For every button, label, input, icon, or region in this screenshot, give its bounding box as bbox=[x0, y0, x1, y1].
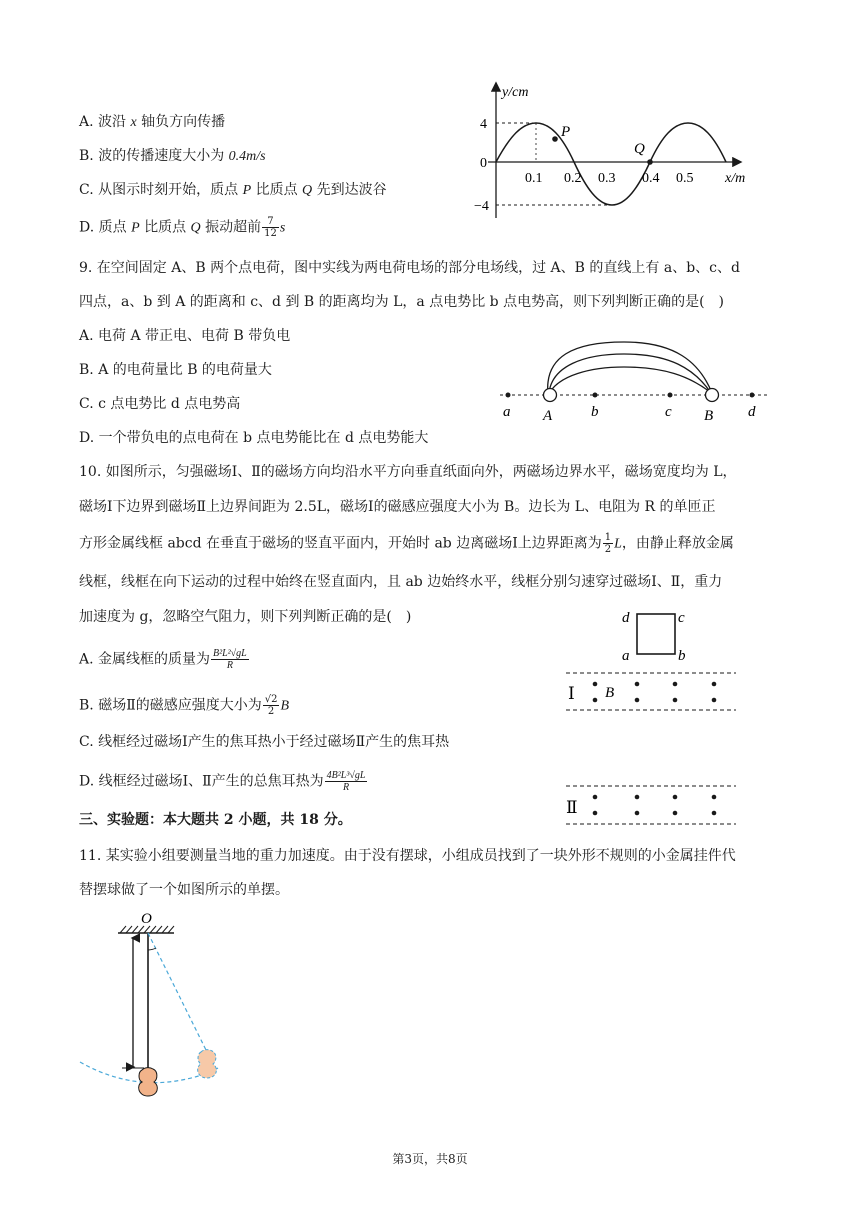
wire-frame bbox=[637, 614, 675, 654]
point-p-label: P bbox=[561, 124, 571, 140]
charge-b bbox=[706, 389, 719, 402]
wave-graph bbox=[470, 78, 770, 223]
x-tick: 0.5 bbox=[676, 171, 694, 186]
pivot-label: O bbox=[141, 911, 152, 927]
fraction: $\frac{√2}{2}$ bbox=[264, 694, 278, 717]
q9-stem-line-2: 四点，a、b 到 A 的距离和 c、d 到 B 的距离均为 L，a 点电势比 b 点电势高，则下列判断正确的是( ) bbox=[79, 294, 724, 310]
q10-stem-line-1: 10. 如图所示，匀强磁场Ⅰ、Ⅱ的磁场方向均沿水平方向垂直纸面向外，两磁场边界水平，磁场宽度均为 L， bbox=[79, 464, 737, 480]
fraction: $\frac{7}{12}$ bbox=[264, 216, 277, 239]
section-heading: 三、实验题：本大题共 2 小题，共 18 分。 bbox=[79, 812, 352, 828]
q9-option-b: B. A 的电荷量比 B 的电荷量大 bbox=[79, 362, 272, 378]
y-axis-label: y/cm bbox=[502, 85, 529, 100]
pendulum-figure bbox=[78, 910, 243, 1100]
x-tick: 0.2 bbox=[564, 171, 582, 186]
y-tick: 0 bbox=[480, 156, 487, 171]
x-tick: 0.4 bbox=[642, 171, 660, 186]
y-tick: 4 bbox=[480, 117, 487, 132]
svg-text:a: a bbox=[503, 404, 511, 420]
x-tick: 0.1 bbox=[525, 171, 543, 186]
metal-ornament bbox=[139, 1068, 158, 1096]
dot-b bbox=[593, 393, 598, 398]
svg-text:a: a bbox=[622, 648, 630, 664]
svg-text:d: d bbox=[622, 610, 630, 626]
field-2-label: Ⅱ bbox=[566, 798, 578, 817]
q10-option-d: D. 线框经过磁场Ⅰ、Ⅱ产生的总焦耳热为 $\frac{\text{4B²L³√gL}}{R}$ bbox=[79, 770, 366, 793]
point-p-marker bbox=[552, 136, 558, 142]
svg-text:b: b bbox=[678, 648, 686, 664]
charge-a bbox=[544, 389, 557, 402]
dot-d bbox=[750, 393, 755, 398]
q11-stem-line-1: 11. 某实验小组要测量当地的重力加速度。由于没有摆球，小组成员找到了一块外形不规则的小金属挂件代 bbox=[79, 848, 736, 864]
q10-option-b: B. 磁场Ⅱ的磁感应强度大小为 $\frac{√2}{2}$ B bbox=[79, 694, 290, 717]
svg-text:B: B bbox=[704, 408, 714, 424]
field-1-label: Ⅰ bbox=[568, 684, 575, 703]
q8-option-c: C. 从图示时刻开始，质点 P 比质点 Q 先到达波谷 bbox=[79, 182, 387, 198]
point-q-label: Q bbox=[634, 141, 645, 157]
field-1-b-label: B bbox=[605, 685, 615, 701]
svg-text:b: b bbox=[591, 404, 599, 420]
wave-curve bbox=[496, 123, 726, 205]
q8-option-b: B. 波的传播速度大小为 0.4m/s bbox=[79, 148, 266, 164]
fraction: $\frac{\text{4B²L³√gL}}{R}$ bbox=[326, 770, 366, 793]
field-2-dots bbox=[593, 795, 717, 816]
svg-text:A: A bbox=[543, 408, 553, 424]
q9-stem-line-1: 9. 在空间固定 A、B 两个点电荷，图中实线为两电荷电场的部分电场线，过 A、B 的直线上有 a、b、c、d bbox=[79, 260, 740, 276]
q8-option-a: A. 波沿 x 轴负方向传播 bbox=[79, 114, 226, 130]
svg-text:c: c bbox=[665, 404, 672, 420]
fraction: $\frac{1}{2}$ bbox=[604, 532, 612, 555]
q9-option-c: C. c 点电势比 d 点电势高 bbox=[79, 396, 241, 412]
point-q-marker bbox=[647, 159, 653, 165]
q10-option-a: A. 金属线框的质量为 $\frac{\text{B²L²√gL}}{R}$ bbox=[79, 648, 247, 671]
q8-option-d: D. 质点 P 比质点 Q 振动超前 $\frac{7}{12}$ s bbox=[79, 216, 286, 239]
dot-a bbox=[506, 393, 511, 398]
fraction: $\frac{\text{B²L²√gL}}{R}$ bbox=[213, 648, 247, 671]
x-axis-label: x/m bbox=[725, 171, 746, 186]
metal-ornament-swung bbox=[198, 1050, 217, 1078]
q10-stem-line-5: 加速度为 g，忽略空气阻力，则下列判断正确的是( ) bbox=[79, 609, 412, 625]
q9-option-a: A. 电荷 A 带正电、电荷 B 带负电 bbox=[79, 328, 291, 344]
svg-text:d: d bbox=[748, 404, 756, 420]
y-tick: −4 bbox=[474, 199, 489, 214]
svg-text:c: c bbox=[678, 610, 685, 626]
q10-stem-line-4: 线框，线框在向下运动的过程中始终在竖直面内，且 ab 边始终水平，线框分别匀速穿过磁场Ⅰ、Ⅱ，重力 bbox=[79, 574, 723, 590]
x-tick: 0.3 bbox=[598, 171, 616, 186]
page-footer: 第3页，共8页 bbox=[392, 1152, 468, 1166]
q9-option-d: D. 一个带负电的点电荷在 b 点电势能比在 d 点电势能大 bbox=[79, 430, 429, 446]
magnetic-field-figure bbox=[560, 600, 750, 832]
field-lines-figure bbox=[494, 336, 779, 428]
q11-stem-line-2: 替摆球做了一个如图所示的单摆。 bbox=[79, 882, 289, 898]
q10-stem-line-2: 磁场Ⅰ下边界到磁场Ⅱ上边界间距为 2.5L，磁场Ⅰ的磁感应强度大小为 B。边长为 L、电阻为 R 的单匝正 bbox=[79, 499, 716, 515]
dot-c bbox=[668, 393, 673, 398]
q10-option-c: C. 线框经过磁场Ⅰ产生的焦耳热小于经过磁场Ⅱ产生的焦耳热 bbox=[79, 734, 450, 750]
q10-stem-line-3: 方形金属线框 abcd 在垂直于磁场的竖直平面内，开始时 ab 边离磁场Ⅰ上边界距离为 $\frac{1}{2}$ L，由静止释放金属 bbox=[79, 532, 734, 555]
